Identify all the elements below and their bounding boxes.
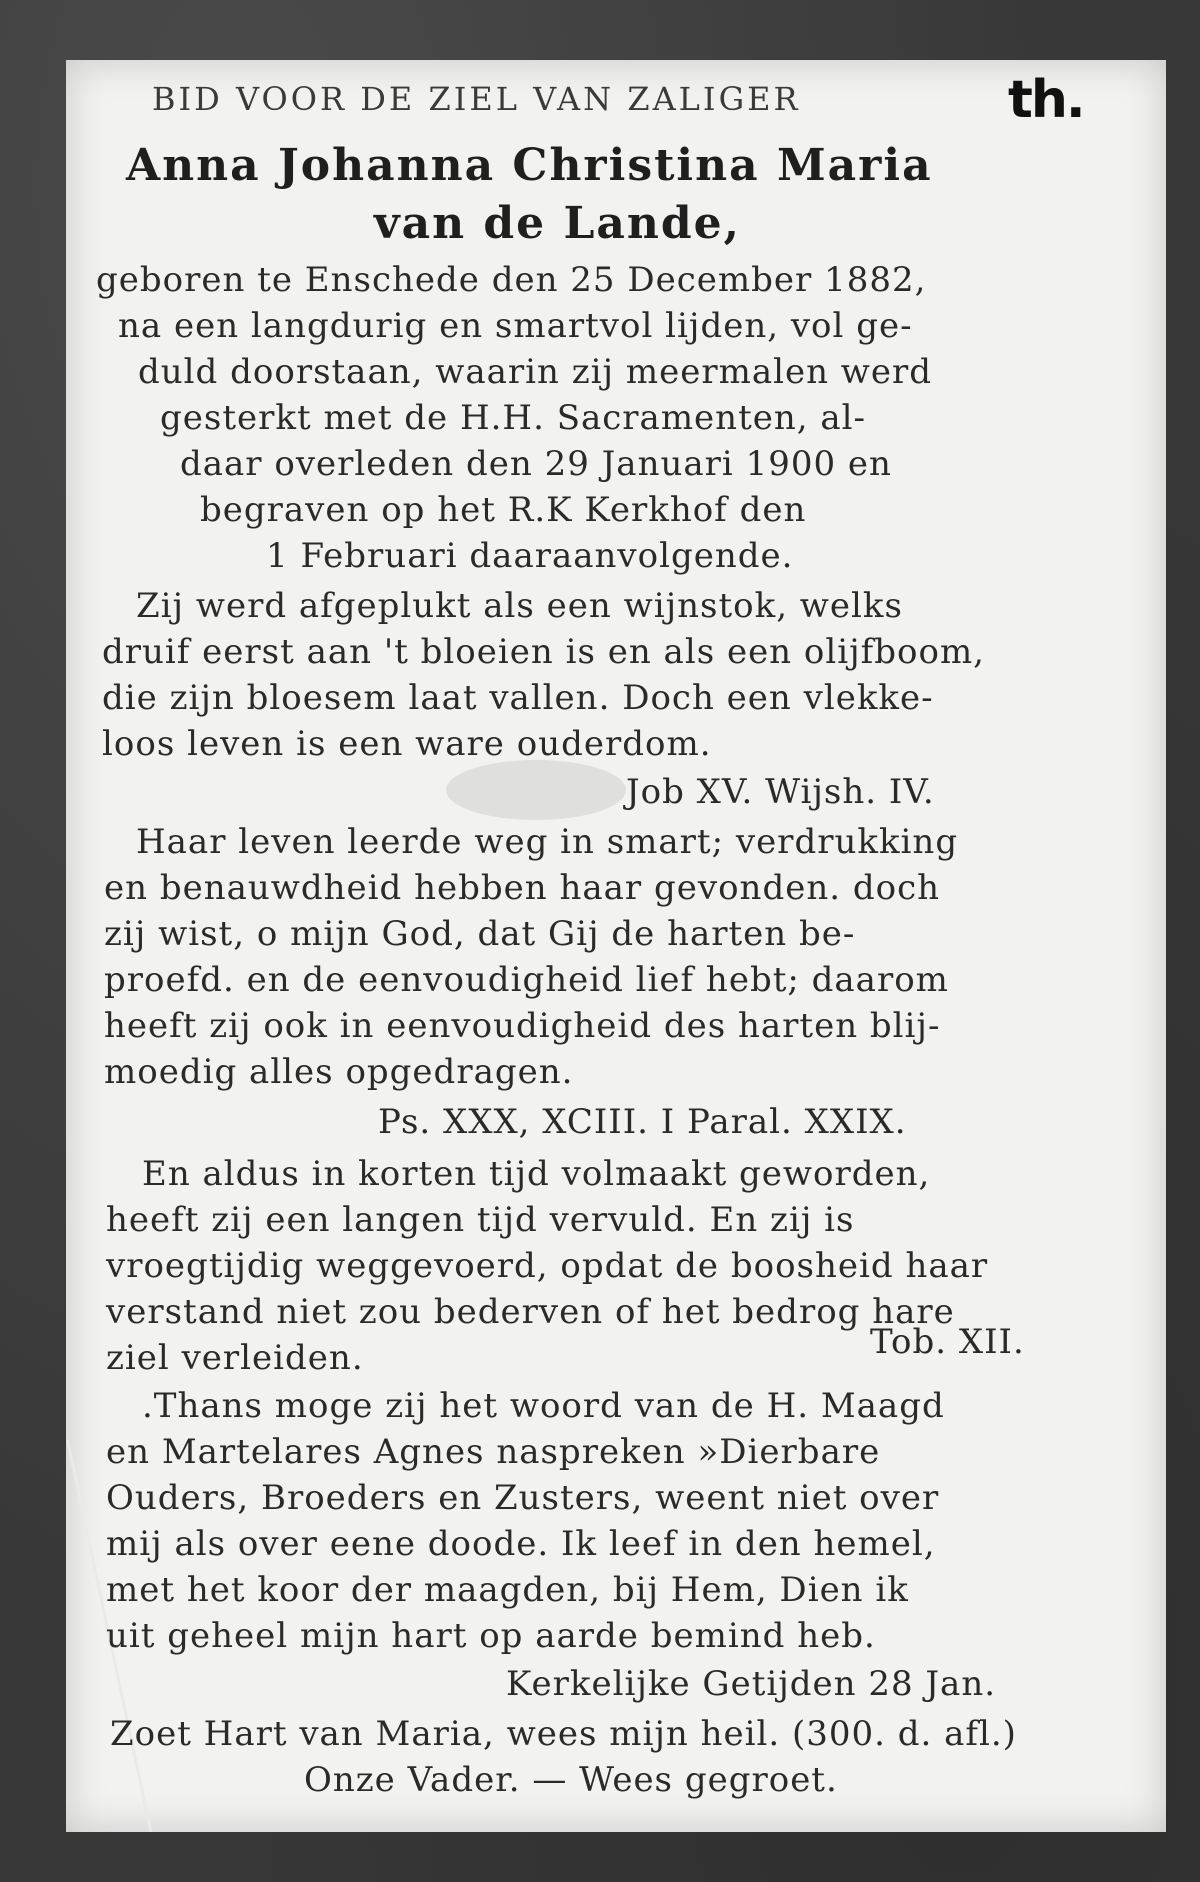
verse-line: ziel verleiden. — [106, 1338, 364, 1378]
verse-line: Zij werd afgeplukt als een wijnstok, welks — [136, 586, 903, 626]
bio-line: 1 Februari daaraanvolgende. — [266, 536, 794, 576]
handwritten-mark: th. — [1008, 70, 1084, 130]
scripture-reference: Tob. XII. — [870, 1322, 1025, 1362]
deceased-name-line1: Anna Johanna Christina Maria — [126, 140, 933, 191]
verse-line: zij wist, o mijn God, dat Gij de harten be- — [104, 914, 856, 954]
deceased-name-line2: van de Lande, — [374, 198, 741, 249]
verse-line: proefd. en de eenvoudigheid lief hebt; daarom — [104, 960, 949, 1000]
verse-line: .Thans moge zij het woord van de H. Maagd — [142, 1386, 945, 1426]
bio-line: gesterkt met de H.H. Sacramenten, al- — [160, 398, 867, 438]
verse-line: heeft zij een langen tijd vervuld. En zij is — [106, 1200, 855, 1240]
indulgence-prayer: Zoet Hart van Maria, wees mijn heil. (300. d. afl.) — [110, 1714, 1017, 1754]
verse-line: Haar leven leerde weg in smart; verdrukking — [136, 822, 959, 862]
bio-line: geboren te Enschede den 25 December 1882, — [96, 260, 927, 300]
bio-line: na een langdurig en smartvol lijden, vol ge- — [118, 306, 913, 346]
bio-line: duld doorstaan, waarin zij meermalen werd — [138, 352, 933, 392]
verse-line: heeft zij ook in eenvoudigheid des harten blij- — [104, 1006, 941, 1046]
verse-line: vroegtijdig weggevoerd, opdat de boosheid haar — [106, 1246, 989, 1286]
memorial-card — [66, 60, 1166, 1832]
verse-line: en Martelares Agnes naspreken »Dierbare — [106, 1432, 881, 1472]
verse-line: uit geheel mijn hart op aarde bemind heb. — [106, 1616, 876, 1656]
verse-line: verstand niet zou bederven of het bedrog hare — [106, 1292, 955, 1332]
bio-line: begraven op het R.K Kerkhof den — [200, 490, 807, 530]
ink-smudge — [446, 760, 626, 820]
verse-line: mij als over eene doode. Ik leef in den hemel, — [106, 1524, 936, 1564]
verse-line: druif eerst aan 't bloeien is en als een olijfboom, — [102, 632, 985, 672]
verse-line: moedig alles opgedragen. — [104, 1052, 574, 1092]
verse-line: En aldus in korten tijd volmaakt geworden, — [142, 1154, 931, 1194]
verse-line: met het koor der maagden, bij Hem, Dien ik — [106, 1570, 909, 1610]
verse-line: die zijn bloesem laat vallen. Doch een vlekke- — [102, 678, 934, 718]
scripture-reference: Job XV. Wijsh. IV. — [626, 772, 935, 812]
verse-line: loos leven is een ware ouderdom. — [102, 724, 712, 764]
scripture-reference: Kerkelijke Getijden 28 Jan. — [506, 1664, 997, 1704]
verse-line: Ouders, Broeders en Zusters, weent niet over — [106, 1478, 940, 1518]
verse-line: en benauwdheid hebben haar gevonden. doch — [104, 868, 941, 908]
scripture-reference: Ps. XXX, XCIII. I Paral. XXIX. — [378, 1102, 907, 1142]
closing-prayers: Onze Vader. — Wees gegroet. — [304, 1760, 838, 1800]
card-header: BID VOOR DE ZIEL VAN ZALIGER — [152, 80, 801, 118]
bio-line: daar overleden den 29 Januari 1900 en — [180, 444, 892, 484]
